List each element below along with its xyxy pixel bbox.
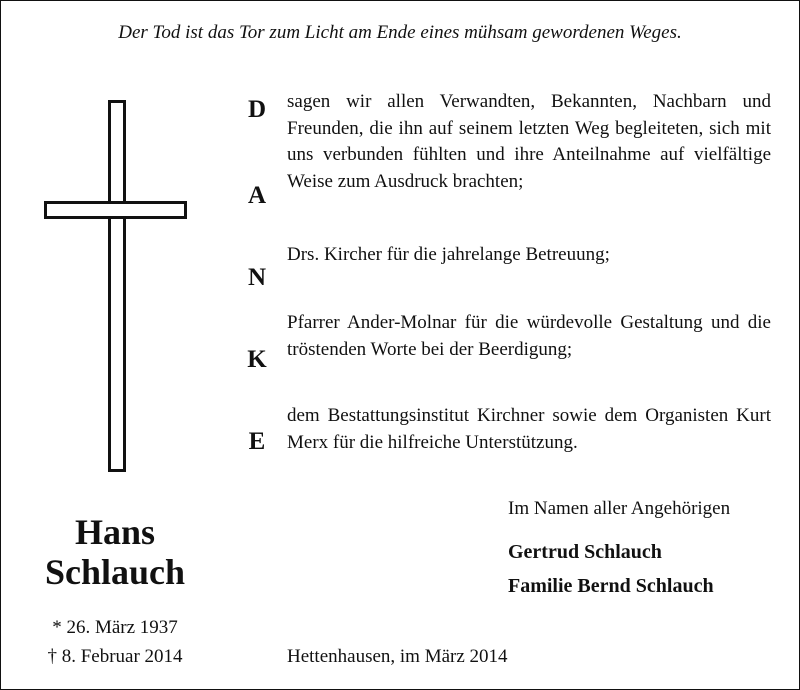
signature-intro: Im Namen aller Angehörigen xyxy=(508,498,731,519)
thanks-paragraph-family: sagen wir allen Verwandten, Bekannten, Nachbarn und Freunden, die ihn auf seinem letzten Weg begleiteten, sich mit uns verbunden fühlten und ihre Anteilnahme auf vielfältige Weise zum Ausdruck brachten; xyxy=(287,91,771,192)
signature-name-family: Familie Bernd Schlauch xyxy=(508,575,714,597)
thanks-paragraph-funeral-home: dem Bestattungsinstitut Kirchner sowie dem Organisten Kurt Merx für die hilfreiche Unterstützung. xyxy=(287,405,771,453)
thanks-paragraph-pastor: Pfarrer Ander-Molnar für die würdevolle Gestaltung und die tröstenden Worte bei der Beerdigung; xyxy=(287,312,771,360)
death-date: † 8. Februar 2014 xyxy=(47,646,183,667)
birth-date: * 26. März 1937 xyxy=(52,617,178,638)
place-and-date: Hettenhausen, im März 2014 xyxy=(287,646,508,667)
danke-letter-a: A xyxy=(247,182,267,209)
danke-letter-e: E xyxy=(248,428,266,455)
signature-name-gertrud: Gertrud Schlauch xyxy=(508,541,662,563)
cross-icon xyxy=(44,100,187,472)
danke-letter-d: D xyxy=(247,96,267,123)
danke-letter-n: N xyxy=(247,264,267,291)
deceased-last-name: Schlauch xyxy=(44,552,186,592)
deceased-first-name: Hans xyxy=(74,512,156,552)
thanks-paragraph-doctor: Drs. Kircher für die jahrelange Betreuung; xyxy=(287,244,610,265)
danke-letter-k: K xyxy=(247,346,267,373)
motto: Der Tod ist das Tor zum Licht am Ende eines mühsam gewordenen Weges. xyxy=(118,22,682,43)
